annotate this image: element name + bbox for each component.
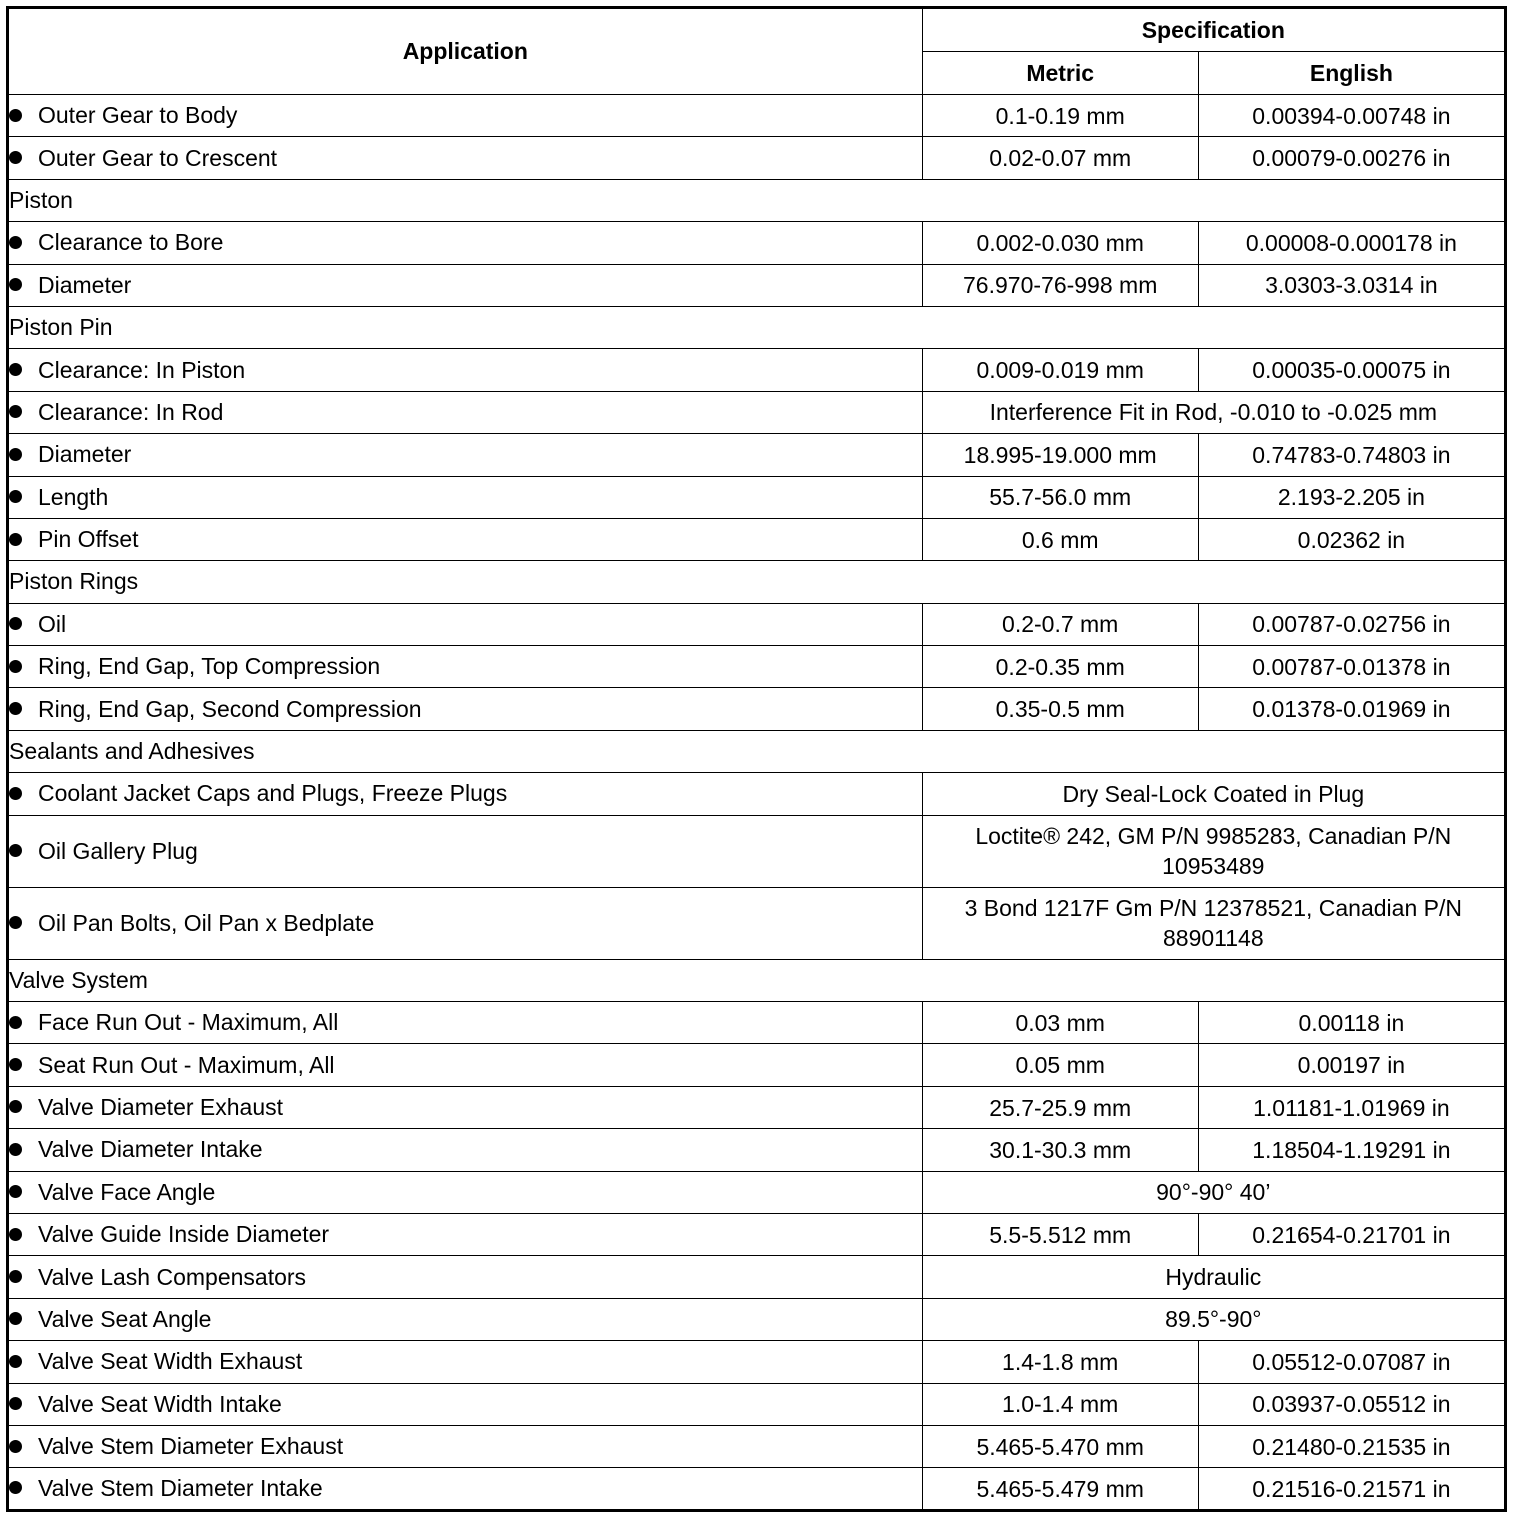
application-label: Oil Gallery Plug bbox=[38, 837, 198, 864]
application-cell bbox=[8, 1256, 923, 1298]
english-cell: 0.00394-0.00748 in bbox=[1198, 95, 1505, 137]
english-cell: 0.21654-0.21701 in bbox=[1198, 1213, 1505, 1255]
application-cell bbox=[8, 95, 923, 137]
english-cell: 0.74783-0.74803 in bbox=[1198, 434, 1505, 476]
group-row bbox=[8, 179, 1506, 221]
group-label: Piston Pin bbox=[8, 306, 1506, 348]
bullet-icon bbox=[9, 490, 22, 503]
english-header: English bbox=[1198, 52, 1505, 95]
spec-table bbox=[6, 6, 1507, 1512]
group-row bbox=[8, 306, 1506, 348]
spec-combined-cell: Loctite® 242, GM P/N 9985283, Canadian P/N 10953489 bbox=[922, 815, 1505, 887]
table-row bbox=[8, 887, 1506, 959]
table-row bbox=[8, 646, 1506, 688]
english-cell: 0.00197 in bbox=[1198, 1044, 1505, 1086]
bullet-icon bbox=[9, 109, 22, 122]
table-row bbox=[8, 391, 1506, 433]
english-cell: 0.00008-0.000178 in bbox=[1198, 222, 1505, 264]
metric-cell: 5.465-5.479 mm bbox=[922, 1468, 1198, 1510]
metric-cell: 5.5-5.512 mm bbox=[922, 1213, 1198, 1255]
application-label: Diameter bbox=[38, 441, 132, 468]
table-row bbox=[8, 1383, 1506, 1425]
application-label: Clearance to Bore bbox=[38, 229, 224, 256]
application-label: Outer Gear to Body bbox=[38, 102, 238, 129]
application-cell bbox=[8, 222, 923, 264]
application-label: Valve Diameter Exhaust bbox=[38, 1094, 284, 1120]
application-label: Clearance: In Rod bbox=[38, 398, 224, 425]
application-cell bbox=[8, 1002, 923, 1044]
spec-combined-cell: 3 Bond 1217F Gm P/N 12378521, Canadian P/N 88901148 bbox=[922, 887, 1505, 959]
table-row bbox=[8, 1425, 1506, 1467]
table-row bbox=[8, 1129, 1506, 1171]
bullet-icon bbox=[9, 1016, 22, 1029]
application-label: Face Run Out - Maximum, All bbox=[38, 1009, 339, 1036]
application-label: Oil bbox=[38, 610, 67, 637]
table-row bbox=[8, 1086, 1506, 1128]
table-row bbox=[8, 1002, 1506, 1044]
application-label: Valve Seat Width Exhaust bbox=[38, 1348, 303, 1375]
table-row bbox=[8, 264, 1506, 306]
application-label: Seat Run Out - Maximum, All bbox=[38, 1051, 335, 1078]
group-row bbox=[8, 959, 1506, 1001]
metric-cell: 0.002-0.030 mm bbox=[922, 222, 1198, 264]
table-row bbox=[8, 1044, 1506, 1086]
application-cell bbox=[8, 1341, 923, 1383]
group-row bbox=[8, 561, 1506, 603]
table-row bbox=[8, 1468, 1506, 1510]
bullet-icon bbox=[9, 1440, 22, 1453]
english-cell: 0.00787-0.01378 in bbox=[1198, 646, 1505, 688]
application-cell bbox=[8, 1171, 923, 1213]
application-cell bbox=[8, 349, 923, 391]
metric-cell: 76.970-76-998 mm bbox=[922, 264, 1198, 306]
table-row bbox=[8, 95, 1506, 137]
english-cell: 0.00787-0.02756 in bbox=[1198, 603, 1505, 645]
english-cell: 0.01378-0.01969 in bbox=[1198, 688, 1505, 730]
application-cell bbox=[8, 603, 923, 645]
bullet-icon bbox=[9, 702, 22, 715]
bullet-icon bbox=[9, 363, 22, 376]
bullet-icon bbox=[9, 1185, 22, 1198]
application-cell bbox=[8, 688, 923, 730]
table-row bbox=[8, 773, 1506, 815]
metric-cell: 5.465-5.470 mm bbox=[922, 1425, 1198, 1467]
table-header bbox=[8, 8, 1506, 95]
application-cell bbox=[8, 1298, 923, 1340]
table-row bbox=[8, 349, 1506, 391]
application-label: Valve Face Angle bbox=[38, 1178, 216, 1205]
bullet-icon bbox=[9, 617, 22, 630]
english-cell: 1.01181-1.01969 in bbox=[1198, 1086, 1505, 1128]
application-cell bbox=[8, 646, 923, 688]
group-row bbox=[8, 730, 1506, 772]
application-label: Ring, End Gap, Second Compression bbox=[38, 695, 422, 722]
bullet-icon bbox=[9, 1481, 22, 1494]
metric-cell: 0.03 mm bbox=[922, 1002, 1198, 1044]
bullet-icon bbox=[9, 1143, 22, 1156]
application-label: Valve Stem Diameter Intake bbox=[38, 1475, 323, 1502]
spec-combined-cell: Hydraulic bbox=[922, 1256, 1505, 1298]
application-cell bbox=[8, 391, 923, 433]
english-cell: 0.00118 in bbox=[1198, 1002, 1505, 1044]
application-cell bbox=[8, 1213, 923, 1255]
application-cell bbox=[8, 773, 923, 815]
metric-cell: 0.2-0.7 mm bbox=[922, 603, 1198, 645]
metric-cell: 0.1-0.19 mm bbox=[922, 95, 1198, 137]
bullet-icon bbox=[9, 236, 22, 249]
metric-cell: 1.4-1.8 mm bbox=[922, 1341, 1198, 1383]
table-row bbox=[8, 1171, 1506, 1213]
group-label: Piston bbox=[8, 179, 1506, 221]
bullet-icon bbox=[9, 1355, 22, 1368]
application-label: Coolant Jacket Caps and Plugs, Freeze Plugs bbox=[38, 780, 508, 807]
application-label: Pin Offset bbox=[38, 526, 139, 553]
english-cell: 0.21480-0.21535 in bbox=[1198, 1425, 1505, 1467]
english-cell: 2.193-2.205 in bbox=[1198, 476, 1505, 518]
metric-header: Metric bbox=[922, 52, 1198, 95]
bullet-icon bbox=[9, 660, 22, 673]
bullet-icon bbox=[9, 1228, 22, 1241]
table-row bbox=[8, 603, 1506, 645]
application-label: Ring, End Gap, Top Compression bbox=[38, 653, 381, 680]
bullet-icon bbox=[9, 151, 22, 164]
application-cell bbox=[8, 887, 923, 959]
table-row bbox=[8, 1213, 1506, 1255]
metric-cell: 25.7-25.9 mm bbox=[922, 1086, 1198, 1128]
application-label: Valve Diameter Intake bbox=[38, 1136, 263, 1163]
bullet-icon bbox=[9, 405, 22, 418]
bullet-icon bbox=[9, 1270, 22, 1283]
application-cell bbox=[8, 476, 923, 518]
table-row bbox=[8, 222, 1506, 264]
metric-cell: 0.2-0.35 mm bbox=[922, 646, 1198, 688]
spec-combined-cell: 89.5°-90° bbox=[922, 1298, 1505, 1340]
english-cell: 0.02362 in bbox=[1198, 518, 1505, 560]
metric-cell: 0.02-0.07 mm bbox=[922, 137, 1198, 179]
table-row bbox=[8, 518, 1506, 560]
group-label: Sealants and Adhesives bbox=[8, 730, 1506, 772]
english-cell: 3.0303-3.0314 in bbox=[1198, 264, 1505, 306]
application-label: Valve Seat Width Intake bbox=[38, 1390, 282, 1417]
table-row bbox=[8, 476, 1506, 518]
application-cell bbox=[8, 264, 923, 306]
bullet-icon bbox=[9, 278, 22, 291]
english-cell: 0.21516-0.21571 in bbox=[1198, 1468, 1505, 1510]
application-label: Oil Pan Bolts, Oil Pan x Bedplate bbox=[38, 909, 375, 936]
application-cell bbox=[8, 1425, 923, 1467]
bullet-icon bbox=[9, 1100, 22, 1113]
specification-header: Specification bbox=[922, 8, 1505, 52]
english-cell: 0.05512-0.07087 in bbox=[1198, 1341, 1505, 1383]
bullet-icon bbox=[9, 916, 22, 929]
metric-cell: 0.05 mm bbox=[922, 1044, 1198, 1086]
english-cell: 0.03937-0.05512 in bbox=[1198, 1383, 1505, 1425]
application-label: Valve Lash Compensators bbox=[38, 1263, 307, 1290]
application-cell bbox=[8, 434, 923, 476]
bullet-icon bbox=[9, 533, 22, 546]
spec-combined-cell: Interference Fit in Rod, -0.010 to -0.025 mm bbox=[922, 391, 1505, 433]
application-cell bbox=[8, 518, 923, 560]
application-header: Application bbox=[8, 8, 923, 95]
table-row bbox=[8, 1256, 1506, 1298]
application-label: Length bbox=[38, 483, 109, 510]
application-label: Clearance: In Piston bbox=[38, 356, 246, 383]
metric-cell: 0.6 mm bbox=[922, 518, 1198, 560]
bullet-icon bbox=[9, 1312, 22, 1325]
bullet-icon bbox=[9, 1058, 22, 1071]
application-cell bbox=[8, 1044, 923, 1086]
group-label: Valve System bbox=[8, 959, 1506, 1001]
metric-cell: 18.995-19.000 mm bbox=[922, 434, 1198, 476]
application-cell bbox=[8, 1468, 923, 1510]
metric-cell: 1.0-1.4 mm bbox=[922, 1383, 1198, 1425]
metric-cell: 30.1-30.3 mm bbox=[922, 1129, 1198, 1171]
table-row bbox=[8, 137, 1506, 179]
english-cell: 1.18504-1.19291 in bbox=[1198, 1129, 1505, 1171]
application-cell bbox=[8, 137, 923, 179]
metric-cell: 0.35-0.5 mm bbox=[922, 688, 1198, 730]
application-label: Diameter bbox=[38, 271, 132, 298]
english-cell: 0.00079-0.00276 in bbox=[1198, 137, 1505, 179]
table-row bbox=[8, 688, 1506, 730]
application-label: Valve Guide Inside Diameter bbox=[38, 1221, 330, 1248]
bullet-icon bbox=[9, 844, 22, 857]
table-row bbox=[8, 1341, 1506, 1383]
bullet-icon bbox=[9, 787, 22, 800]
bullet-icon bbox=[9, 1397, 22, 1410]
english-cell: 0.00035-0.00075 in bbox=[1198, 349, 1505, 391]
application-cell bbox=[8, 1383, 923, 1425]
metric-cell: 55.7-56.0 mm bbox=[922, 476, 1198, 518]
application-label: Valve Seat Angle bbox=[38, 1305, 212, 1332]
spec-combined-cell: Dry Seal-Lock Coated in Plug bbox=[922, 773, 1505, 815]
table-row bbox=[8, 815, 1506, 887]
application-cell bbox=[8, 1086, 923, 1128]
application-label: Outer Gear to Crescent bbox=[38, 144, 278, 171]
spec-combined-cell: 90°-90° 40’ bbox=[922, 1171, 1505, 1213]
table-row bbox=[8, 434, 1506, 476]
group-label: Piston Rings bbox=[8, 561, 1506, 603]
bullet-icon bbox=[9, 448, 22, 461]
application-cell bbox=[8, 1129, 923, 1171]
table-row bbox=[8, 1298, 1506, 1340]
application-label: Valve Stem Diameter Exhaust bbox=[38, 1433, 344, 1460]
metric-cell: 0.009-0.019 mm bbox=[922, 349, 1198, 391]
table-body bbox=[8, 95, 1506, 1511]
application-cell bbox=[8, 815, 923, 887]
